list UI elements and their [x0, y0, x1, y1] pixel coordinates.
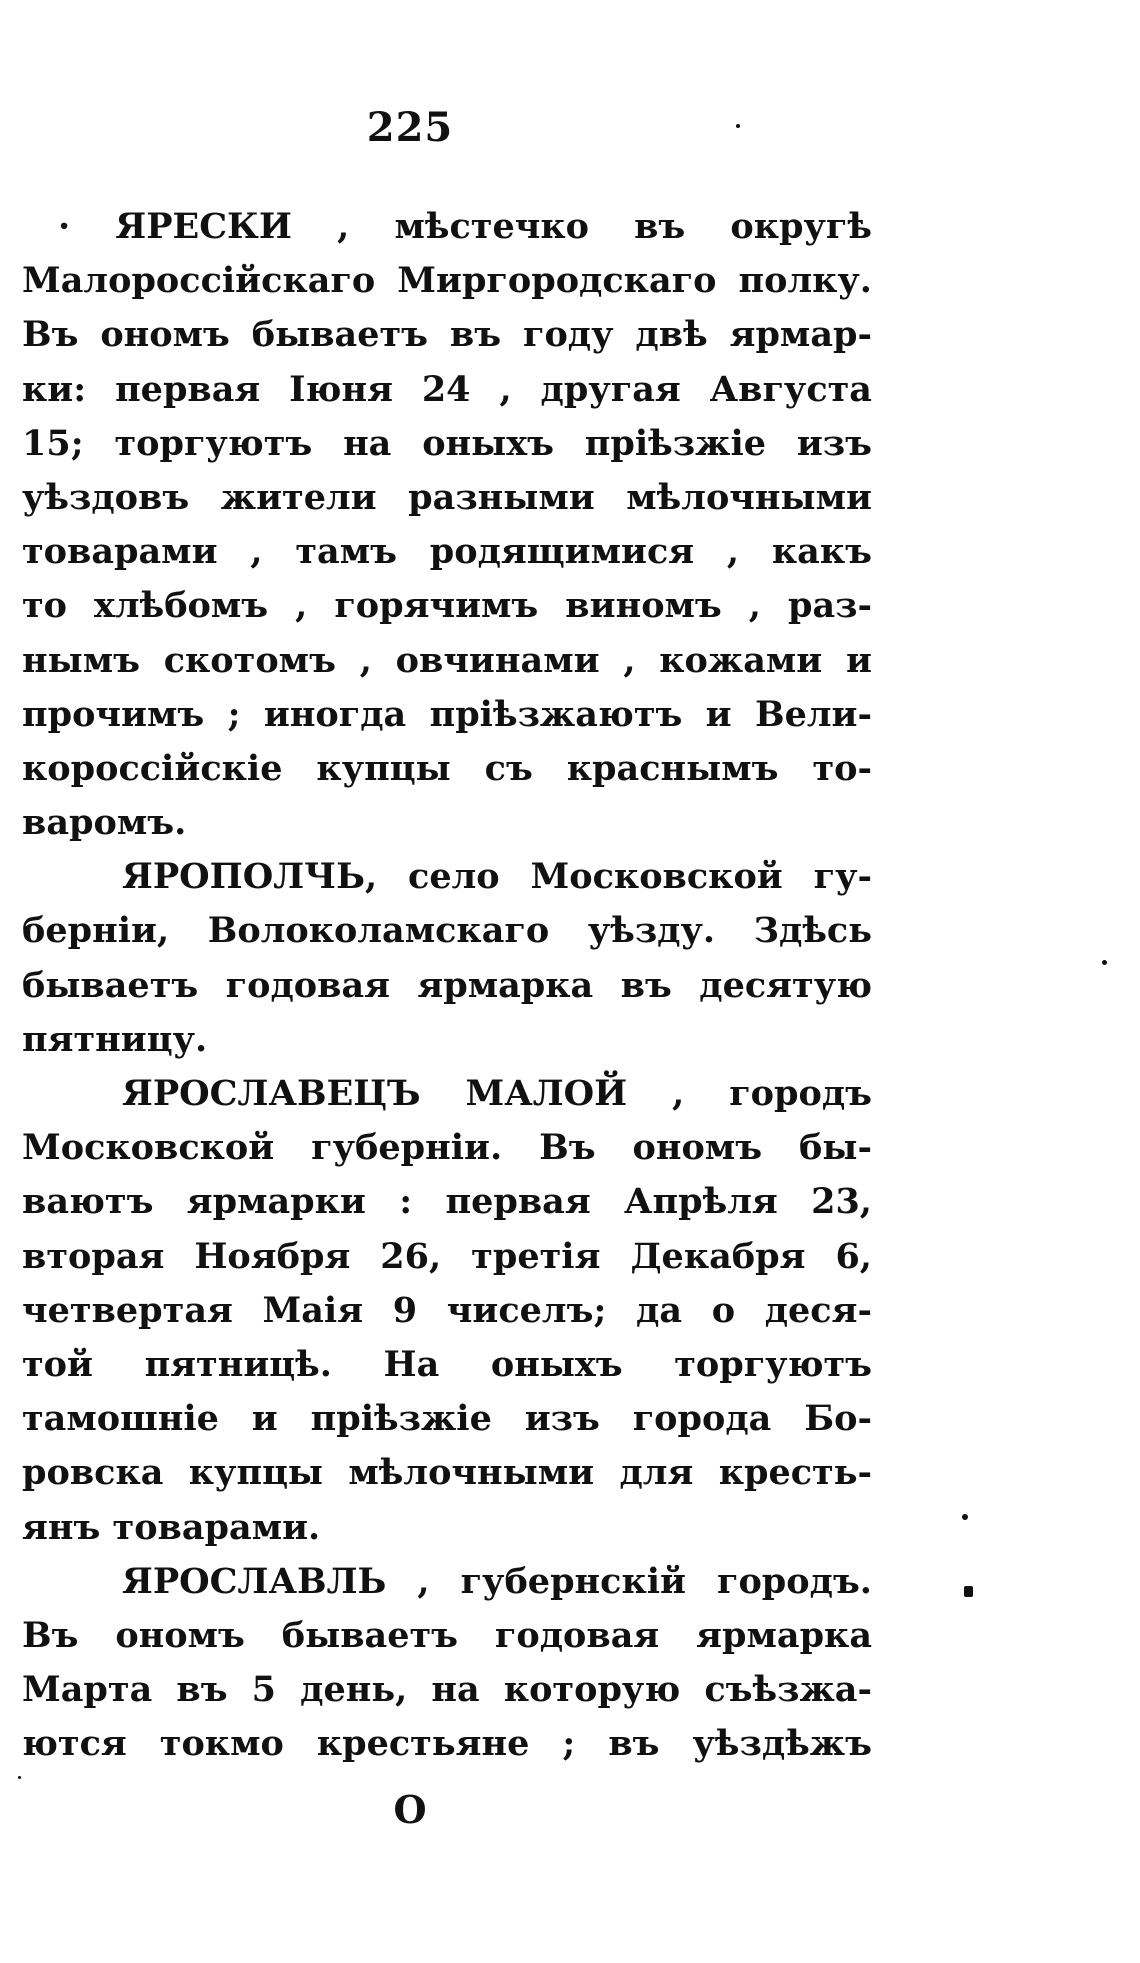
text-line: Московской губерніи. Въ ономъ бы-: [22, 1127, 872, 1169]
text-line: ЯРОСЛАВЛЬ , губернскій городъ.: [122, 1560, 872, 1602]
text-line: Марта въ 5 день, на которую съѣзжа-: [22, 1669, 872, 1711]
text-line: · ЯРЕСКИ , мѣстечко въ округѣ: [58, 206, 872, 247]
text-line: той пятницѣ. На оныхъ торгуютъ: [22, 1343, 872, 1385]
text-line: Въ ономъ бываетъ годовая ярмарка: [22, 1614, 872, 1656]
text-line: прочимъ ; иногда пріѣзжаютъ и Вели-: [22, 693, 872, 735]
text-line: четвертая Маія 9 чиселъ; да о деся-: [22, 1289, 872, 1331]
text-line: вторая Ноября 26, третія Декабря 6,: [22, 1235, 872, 1277]
text-line: пятницу.: [22, 1018, 208, 1060]
ink-speck: [962, 1514, 968, 1520]
text-line: короссійскіе купцы съ краснымъ то-: [22, 747, 872, 789]
body-text: [22, 200, 872, 1771]
ink-speck: [18, 1776, 21, 1779]
ink-speck: [736, 124, 740, 128]
ink-speck: [1102, 960, 1107, 965]
text-line: ЯРОПОЛЧЬ, село Московской гу-: [122, 856, 872, 898]
text-line: нымъ скотомъ , овчинами , кожами и: [22, 639, 872, 681]
text-line: 15; торгуютъ на оныхъ пріѣзжіе изъ: [22, 422, 872, 464]
text-line: товарами , тамъ родящимися , какъ: [22, 531, 872, 573]
text-line: ки: первая Іюня 24 , другая Августа: [22, 368, 872, 410]
ink-speck: [964, 1586, 973, 1597]
text-line: янъ товарами.: [22, 1506, 321, 1548]
text-line: ются токмо крестьяне ; въ уѣздѣжъ: [22, 1723, 872, 1765]
text-line: уѣздовъ жители разными мѣлочными: [22, 476, 872, 518]
text-line: то хлѣбомъ , горячимъ виномъ , раз-: [22, 585, 872, 627]
text-line: ваютъ ярмарки : первая Апрѣля 23,: [22, 1181, 872, 1223]
text-line: берніи, Волоколамскаго уѣзду. Здѣсь: [22, 910, 872, 952]
text-line: Малороссійскаго Миргородскаго полку.: [22, 260, 872, 302]
text-line: Въ ономъ бываетъ въ году двѣ ярмар-: [22, 314, 872, 356]
page-number: 225: [366, 104, 454, 151]
text-line: ЯРОСЛАВЕЦЪ МАЛОЙ , городъ: [122, 1073, 872, 1114]
text-line: бываетъ годовая ярмарка въ десятую: [22, 964, 872, 1006]
text-line: ровска купцы мѣлочными для кресть-: [22, 1452, 872, 1494]
text-line: варомъ.: [22, 802, 187, 844]
catchword: O: [393, 1787, 427, 1832]
text-line: тамошніе и пріѣзжіе изъ города Бо-: [22, 1398, 872, 1440]
